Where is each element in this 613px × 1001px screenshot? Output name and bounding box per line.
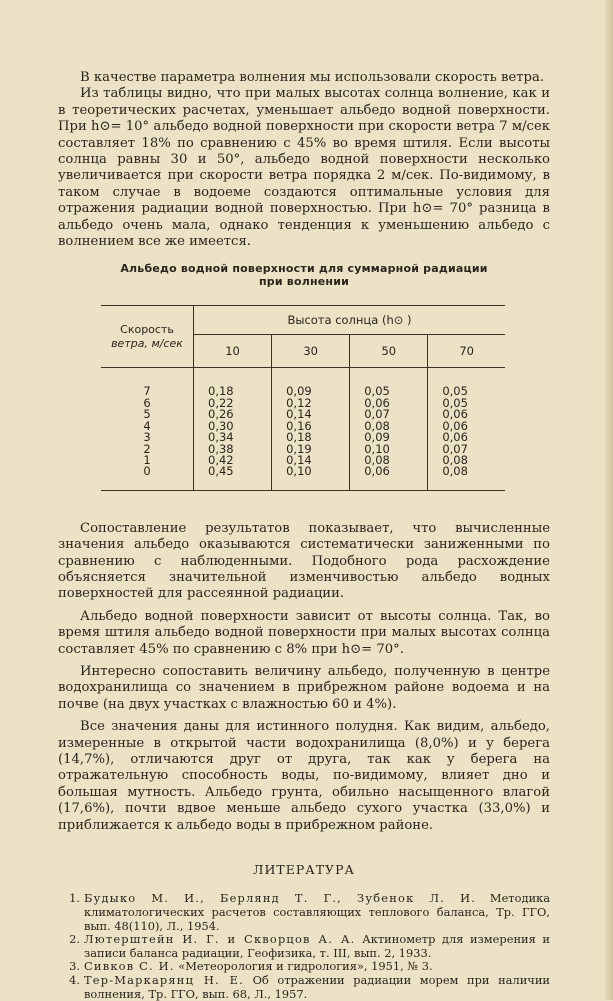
albedo-cell: 0,07 — [442, 441, 468, 456]
sun-height-header: Высота солнца (h⊙ ) — [194, 306, 506, 335]
reference-text: Методика климатологических расчетов составляющих теплового баланса, Тр. ГГО, вып. 48(110), Л., 1954. — [84, 891, 550, 933]
albedo-cell: 0,19 — [272, 444, 350, 455]
albedo-cell: 0,07 — [350, 409, 428, 420]
albedo-cell: 0,08 — [428, 466, 505, 490]
albedo-cell: 0,06 — [442, 407, 468, 422]
table-title-line-2: при волнении — [258, 275, 350, 289]
albedo-cell: 0,26 — [194, 409, 272, 420]
reference-authors: Сивков С. И. — [84, 959, 175, 974]
reference-text: «Метеорология и гидрология», 1951, № 3. — [178, 959, 433, 974]
wind-speed-cell: 1 — [101, 455, 194, 466]
albedo-cell: 0,30 — [194, 421, 272, 432]
albedo-cell: 0,06 — [442, 430, 468, 445]
albedo-cell: 0,42 — [194, 455, 272, 466]
paragraph-table-analysis: Из таблицы видно, что при малых высотах солнца волнение, как и в теоретических расчетах, уменьшает альбедо водной поверхности. При h⊙= 10° альбедо водной поверхности при скорости ветра 7 м/сек составляет 18% по сравнению с 45% во время штиля. Если высоты солнца равны 30 и 50°, альбедо водной поверхности несколько увеличивается при скорости ветра порядка 2 м/сек. По-видимому, в таком случае в водоеме создаются оптимальные условия для отражения радиации водной поверхностью. При h⊙= 70° разница в альбедо очень мала, однако тенденция к уменьшению альбедо с волнением все же имеется. — [58, 86, 550, 250]
reference-authors: Будыко М. И., Берлянд Т. Г., Зубенок Л. И. — [84, 891, 477, 906]
wind-speed-header: Скорость ветра, м/сек — [101, 306, 194, 368]
reference-authors: Лютерштейн И. Г. и Скворцов А. А. — [84, 932, 356, 947]
paragraph-noon-values: Все значения даны для истинного полудня. Как видим, альбедо, измеренные в открытой части водохранилища (8,0%) и у берега (14,7%), отличаются друг от друга, так как у берега на отражательную способность воды, по-видимому, влияет дно и большая мутность. Альбедо грунта, обильно насыщенного влагой (17,6%), почти вдвое меньше альбедо сухого участка (33,0%) и приближается к альбедо воды в прибрежном районе. — [58, 719, 550, 833]
wind-speed-cell: 4 — [101, 421, 194, 432]
albedo-cell: 0,45 — [194, 466, 272, 490]
albedo-table-body — [101, 368, 505, 490]
albedo-cell: 0,06 — [350, 466, 428, 490]
reference-number: 1. — [69, 891, 80, 906]
wind-speed-cell: 2 — [101, 444, 194, 455]
references-list — [58, 892, 550, 1001]
column-header-50: 50 — [350, 335, 428, 368]
albedo-cell: 0,10 — [272, 466, 350, 490]
albedo-cell: 0,18 — [194, 368, 272, 398]
table-title — [58, 262, 550, 288]
reference-number: 3. — [69, 959, 80, 974]
column-header-10: 10 — [194, 335, 272, 368]
wind-speed-cell: 5 — [101, 409, 194, 420]
albedo-cell: 0,06 — [442, 418, 468, 433]
table-title-line-1: Альбедо водной поверхности для суммарной радиации — [120, 262, 488, 276]
wind-speed-cell: 0 — [101, 466, 194, 490]
reference-item — [58, 933, 550, 960]
reference-number: 2. — [69, 932, 80, 947]
reference-text: Об отражении радиации морем при наличии волнения, Тр. ГГО, вып. 68, Л., 1957. — [84, 973, 550, 1001]
reference-item — [58, 960, 550, 974]
albedo-cell: 0,06 — [350, 398, 428, 409]
paragraph-wind-parameter: В качестве параметра волнения мы использовали скорость ветра. — [80, 70, 545, 85]
wind-speed-cell: 3 — [101, 432, 194, 443]
albedo-cell: 0,05 — [350, 368, 428, 398]
paragraph-sun-height: Альбедо водной поверхности зависит от высоты солнца. Так, во время штиля альбедо водной поверхности при малых высотах солнца составляет 45% по сравнению с 8% при h⊙= 70°. — [58, 608, 550, 657]
albedo-cell: 0,16 — [272, 421, 350, 432]
albedo-cell: 0,18 — [272, 432, 350, 443]
reference-number: 4. — [69, 973, 80, 987]
albedo-cell: 0,12 — [272, 398, 350, 409]
albedo-table — [101, 305, 505, 490]
references-heading: ЛИТЕРАТУРА — [253, 862, 355, 878]
table-row — [101, 368, 505, 398]
reference-text: Актинометр для измерения и записи баланса радиации, Геофизика, т. III, вып. 2, 1933. — [84, 932, 550, 960]
table-row — [101, 466, 505, 490]
wind-speed-cell: 6 — [101, 398, 194, 409]
albedo-cell: 0,05 — [442, 395, 468, 410]
albedo-cell: 0,38 — [194, 444, 272, 455]
page-edge-shadow — [605, 0, 613, 1000]
albedo-cell: 0,08 — [442, 452, 468, 467]
albedo-cell: 0,08 — [350, 455, 428, 466]
reference-item — [58, 892, 550, 933]
paragraph-comparison: Сопоставление результатов показывает, что вычисленные значения альбедо оказываются систематически заниженными по сравнению с наблюденными. Подобного рода расхождение объясняется значительной изменчивостью альбедо водных поверхностей для рассеянной радиации. — [58, 520, 550, 602]
column-header-30: 30 — [272, 335, 350, 368]
column-header-70: 70 — [428, 335, 505, 368]
albedo-cell: 0,34 — [194, 432, 272, 443]
albedo-cell: 0,09 — [350, 432, 428, 443]
paragraph-center-vs-shore: Интересно сопоставить величину альбедо, полученную в центре водохранилища со значением в прибрежном районе водоема и на почве (на двух участках с влажностью 60 и 4%). — [58, 663, 550, 712]
albedo-cell: 0,10 — [350, 444, 428, 455]
albedo-cell: 0,22 — [194, 398, 272, 409]
wind-speed-cell: 7 — [101, 368, 194, 398]
reference-authors: Тер-Маркарянц Н. Е. — [84, 973, 245, 987]
albedo-cell: 0,08 — [350, 421, 428, 432]
page-content — [58, 70, 550, 1001]
albedo-cell: 0,14 — [272, 409, 350, 420]
albedo-cell: 0,14 — [272, 455, 350, 466]
albedo-cell: 0,09 — [272, 368, 350, 398]
reference-item — [58, 974, 550, 1001]
albedo-cell: 0,05 — [442, 384, 468, 399]
